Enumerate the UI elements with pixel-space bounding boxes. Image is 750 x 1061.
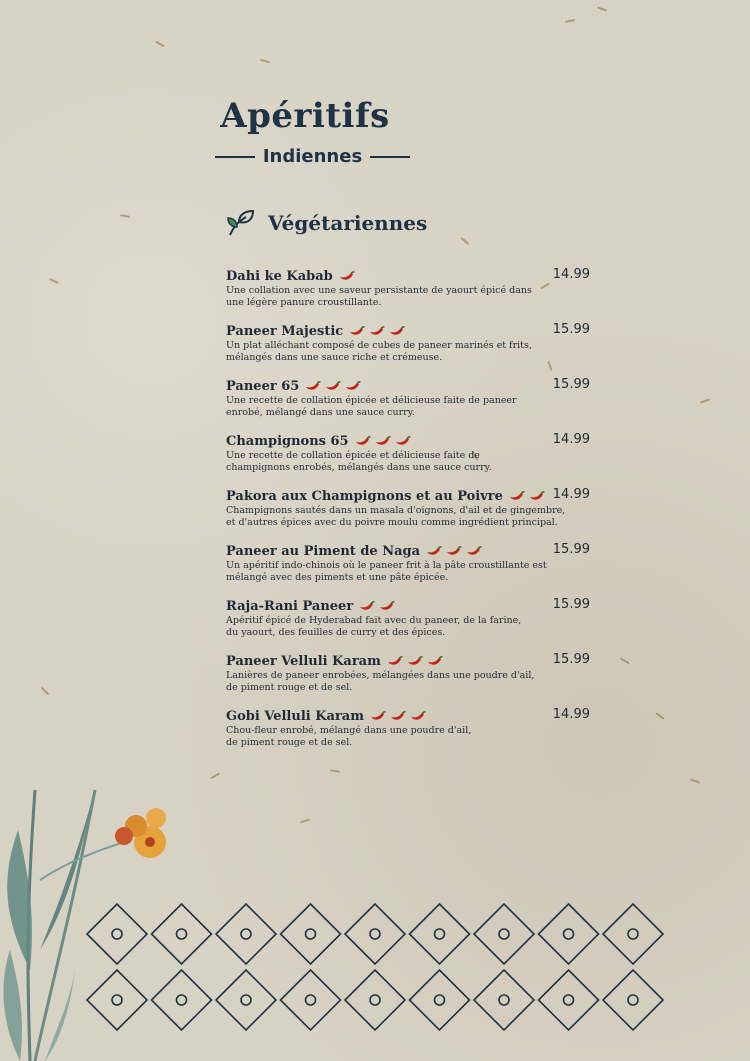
- chili-icon: [390, 711, 406, 721]
- chili-icon: [359, 601, 375, 611]
- pattern-circle: [306, 995, 316, 1005]
- description-line: Chou-fleur enrobé, mélangé dans une poudre d'ail,: [226, 725, 472, 736]
- pattern-circle: [241, 929, 251, 939]
- menu-item: [226, 652, 590, 707]
- menu-item: [226, 487, 590, 542]
- menu-item-header: [226, 267, 590, 285]
- pattern-diamond: [216, 970, 276, 1030]
- pattern-diamond: [603, 904, 663, 964]
- pattern-circle: [435, 995, 445, 1005]
- spice-level: [339, 271, 355, 281]
- description-line: une légère panure croustillante.: [226, 296, 382, 308]
- menu-item-name: Paneer Velluli Karam: [226, 653, 381, 669]
- menu-item-price: 15.99: [552, 322, 590, 337]
- description-line: Une collation avec une saveur persistante de yaourt épicé dans: [226, 285, 532, 296]
- description-line: Champignons sautés dans un masala d'oignons, d'ail et de gingembre,: [226, 505, 566, 516]
- chili-icon: [446, 546, 462, 556]
- description-line: de piment rouge et de sel.: [226, 681, 353, 693]
- chili-icon: [339, 271, 355, 281]
- section-header: [226, 208, 427, 238]
- pattern-diamond: [152, 970, 212, 1030]
- chili-icon: [395, 436, 411, 446]
- menu-item-price: 15.99: [552, 597, 590, 612]
- menu-item-description: [226, 560, 566, 583]
- menu-list: [226, 267, 590, 762]
- pattern-diamond: [539, 904, 599, 964]
- pattern-circle: [564, 929, 574, 939]
- pattern-diamond: [603, 970, 663, 1030]
- pattern-diamond: [281, 970, 341, 1030]
- chili-icon: [426, 546, 442, 556]
- menu-item-price: 15.99: [552, 542, 590, 557]
- pattern-diamond: [87, 970, 147, 1030]
- menu-item-name: Paneer au Piment de Naga: [226, 543, 421, 559]
- chili-icon: [466, 546, 482, 556]
- chili-icon: [387, 656, 403, 666]
- description-line: mélangé avec des piments et une pâte épicée.: [226, 571, 449, 583]
- spice-level: [305, 381, 361, 391]
- pattern-circle: [370, 929, 380, 939]
- menu-item-description: [226, 670, 566, 693]
- description-line: Un apéritif indo-chinois où le paneer frit à la pâte croustillante est: [226, 560, 547, 571]
- pattern-circle: [241, 995, 251, 1005]
- pattern-circle: [628, 995, 638, 1005]
- menu-item-header: [226, 652, 590, 670]
- menu-item-name: Paneer 65: [226, 378, 300, 394]
- menu-item-name: Pakora aux Champignons et au Poivre: [226, 488, 503, 504]
- menu-item: [226, 322, 590, 377]
- pattern-circle: [628, 929, 638, 939]
- pattern-diamond: [474, 904, 534, 964]
- menu-item-name: Gobi Velluli Karam: [226, 708, 364, 724]
- chili-icon: [529, 491, 545, 501]
- menu-item-description: [226, 615, 566, 638]
- menu-item-price: 14.99: [552, 267, 590, 282]
- subtitle-rule-left: [215, 156, 255, 158]
- menu-item: [226, 542, 590, 597]
- chili-icon: [509, 491, 525, 501]
- chili-icon: [349, 326, 365, 336]
- description-line: enrobé, mélangé dans une sauce curry.: [226, 406, 415, 418]
- menu-item-header: [226, 707, 590, 725]
- menu-item-name: Dahi ke Kabab: [226, 268, 333, 284]
- chili-icon: [427, 656, 443, 666]
- section-label: Végétariennes: [268, 211, 428, 235]
- pattern-diamond: [345, 970, 405, 1030]
- pattern-circle: [112, 995, 122, 1005]
- description-line: du yaourt, des feuilles de curry et des épices.: [226, 626, 446, 638]
- pattern-circle: [370, 995, 380, 1005]
- pattern-diamond: [410, 904, 470, 964]
- pattern-circle: [112, 929, 122, 939]
- chili-icon: [407, 656, 423, 666]
- chili-icon: [370, 711, 386, 721]
- menu-item-price: 14.99: [552, 432, 590, 447]
- pattern-diamond: [474, 970, 534, 1030]
- pattern-circle: [499, 995, 509, 1005]
- pattern-diamond: [216, 904, 276, 964]
- subtitle-block: [215, 146, 410, 167]
- pattern-circle: [435, 929, 445, 939]
- menu-item-name: Raja-Rani Paneer: [226, 598, 354, 614]
- pattern-circle: [306, 929, 316, 939]
- menu-item-header: [226, 542, 590, 560]
- menu-item-header: [226, 597, 590, 615]
- page-subtitle: Indiennes: [262, 146, 363, 167]
- pattern-circle: [177, 995, 187, 1005]
- menu-item-description: [226, 725, 566, 748]
- pattern-circle: [499, 929, 509, 939]
- menu-item: [226, 707, 590, 762]
- menu-item-header: [226, 432, 590, 450]
- description-line: Une recette de collation épicée et délicieuse faite de: [226, 450, 480, 461]
- menu-item-description: [226, 505, 566, 528]
- spice-level: [426, 546, 482, 556]
- pattern-circle: [564, 995, 574, 1005]
- spice-level: [359, 601, 395, 611]
- menu-item: [226, 432, 590, 487]
- leaf-icon: [226, 208, 256, 238]
- menu-item-header: [226, 487, 590, 505]
- pattern-diamond: [281, 904, 341, 964]
- pattern-diamond: [87, 904, 147, 964]
- menu-item-price: 15.99: [552, 377, 590, 392]
- chili-icon: [325, 381, 341, 391]
- spice-level: [370, 711, 426, 721]
- chili-icon: [410, 711, 426, 721]
- menu-item-name: Paneer Majestic: [226, 323, 344, 339]
- chili-icon: [355, 436, 371, 446]
- chili-icon: [379, 601, 395, 611]
- spice-level: [387, 656, 443, 666]
- description-line: mélangés dans une sauce riche et crémeuse.: [226, 351, 443, 363]
- description-line: de piment rouge et de sel.: [226, 736, 353, 748]
- menu-item: [226, 267, 590, 322]
- description-line: et d'autres épices avec du poivre moulu comme ingrédient principal.: [226, 516, 558, 528]
- pattern-circle: [177, 929, 187, 939]
- diamond-pattern: [85, 902, 665, 1042]
- menu-item-price: 15.99: [552, 652, 590, 667]
- chili-icon: [375, 436, 391, 446]
- menu-item-price: 14.99: [552, 707, 590, 722]
- menu-item-header: [226, 377, 590, 395]
- chili-icon: [305, 381, 321, 391]
- spice-level: [509, 491, 545, 501]
- chili-icon: [389, 326, 405, 336]
- menu-item: [226, 377, 590, 432]
- menu-item: [226, 597, 590, 652]
- subtitle-rule-right: [370, 156, 410, 158]
- spice-level: [349, 326, 405, 336]
- menu-item-description: [226, 395, 566, 418]
- pattern-diamond: [345, 904, 405, 964]
- menu-item-description: [226, 285, 566, 308]
- chili-icon: [345, 381, 361, 391]
- spice-level: [355, 436, 411, 446]
- pattern-diamond: [539, 970, 599, 1030]
- description-line: Lanières de paneer enrobées, mélangées dans une poudre d'ail,: [226, 670, 535, 681]
- pattern-diamond: [410, 970, 470, 1030]
- menu-item-description: [226, 450, 566, 473]
- description-line: Une recette de collation épicée et délicieuse faite de paneer: [226, 395, 517, 406]
- menu-item-name: Champignons 65: [226, 433, 349, 449]
- page-title: Apéritifs: [220, 96, 390, 136]
- description-line: Apéritif épicé de Hyderabad fait avec du paneer, de la farine,: [226, 615, 522, 626]
- description-line: champignons enrobés, mélangés dans une sauce curry.: [226, 461, 492, 473]
- chili-icon: [369, 326, 385, 336]
- menu-item-price: 14.99: [552, 487, 590, 502]
- menu-item-header: [226, 322, 590, 340]
- pattern-diamond: [152, 904, 212, 964]
- menu-item-description: [226, 340, 566, 363]
- description-line: Un plat alléchant composé de cubes de paneer marinés et frits,: [226, 340, 532, 351]
